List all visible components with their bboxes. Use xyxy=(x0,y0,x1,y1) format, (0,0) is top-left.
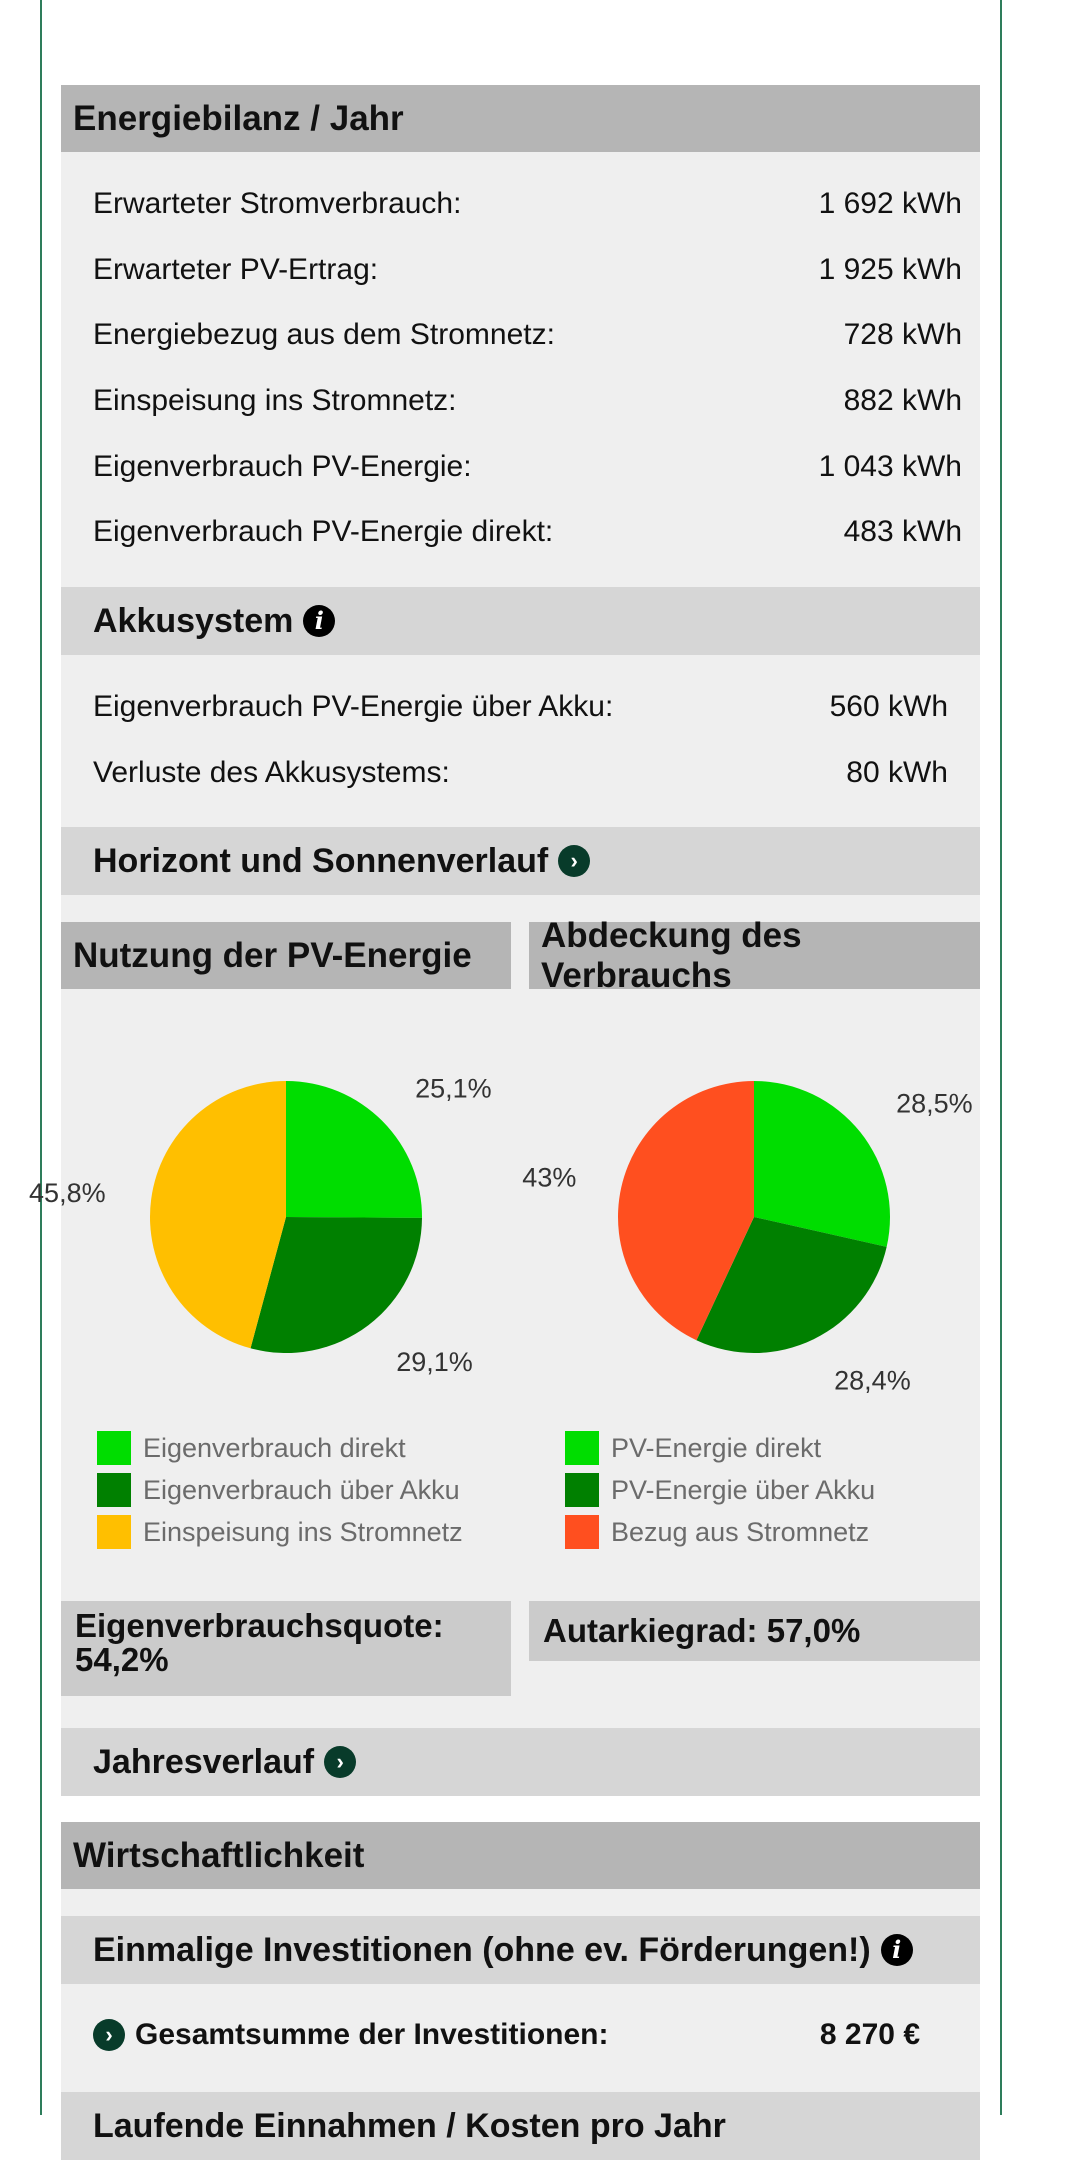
laufend-section-header[interactable] xyxy=(61,2092,980,2160)
legend-swatch xyxy=(565,1515,599,1549)
abdeckung-title: Abdeckung des Verbrauchs xyxy=(541,915,802,995)
legend-swatch xyxy=(97,1431,131,1465)
invest-title: Einmalige Investitionen (ohne ev. Förderungen!) xyxy=(93,1930,871,1969)
legend-label: Bezug aus Stromnetz xyxy=(611,1516,870,1547)
akku-row-value: 560 kWh xyxy=(829,690,948,723)
pie-slice-label: 25,1% xyxy=(415,1073,492,1104)
legend-swatch xyxy=(97,1515,131,1549)
horizont-section-header[interactable] xyxy=(61,827,980,895)
nutzung-title: Nutzung der PV-Energie xyxy=(73,935,472,975)
nutzung-pie-chart xyxy=(29,1040,511,1400)
legend-label: Eigenverbrauch direkt xyxy=(143,1432,406,1463)
energy-row xyxy=(93,315,962,355)
energy-row-value: 1 043 kWh xyxy=(818,450,962,483)
chevron-right-icon[interactable]: › xyxy=(558,845,590,877)
chevron-right-icon[interactable]: › xyxy=(93,2019,125,2051)
energy-row-label: Einspeisung ins Stromnetz: xyxy=(93,384,457,417)
nutzung-header xyxy=(61,922,511,989)
akku-row xyxy=(93,687,948,727)
jahresverlauf-title: Jahresverlauf xyxy=(93,1742,315,1781)
abdeckung-pie-chart xyxy=(522,1040,980,1400)
energy-row xyxy=(93,512,962,552)
horizont-title: Horizont und Sonnenverlauf xyxy=(93,841,549,880)
invest-section-header[interactable] xyxy=(61,1916,980,1984)
abdeckung-header xyxy=(529,915,980,995)
energy-row-label: Erwarteter PV-Ertrag: xyxy=(93,253,379,286)
legend-item xyxy=(565,1473,875,1507)
legend-swatch xyxy=(565,1473,599,1507)
legend-item xyxy=(97,1515,463,1549)
energy-row-label: Erwarteter Stromverbrauch: xyxy=(93,187,462,220)
invest-total-label: Gesamtsumme der Investitionen: xyxy=(135,2018,609,2051)
invest-total-value: 8 270 € xyxy=(819,2018,920,2051)
pie-slice xyxy=(286,1081,422,1218)
pie-slice-label: 28,4% xyxy=(834,1365,911,1396)
akku-title: Akkusystem xyxy=(93,601,294,640)
chevron-right-icon[interactable]: › xyxy=(324,1746,356,1778)
legend-swatch xyxy=(97,1473,131,1507)
wirtschaft-title: Wirtschaftlichkeit xyxy=(73,1835,365,1875)
legend-label: PV-Energie direkt xyxy=(611,1432,822,1463)
energy-row xyxy=(93,447,962,487)
energy-row xyxy=(93,381,962,421)
akku-row-label: Verluste des Akkusystems: xyxy=(93,756,450,789)
wirtschaft-section-header xyxy=(61,1822,980,1889)
legend-item xyxy=(565,1515,869,1549)
info-icon[interactable]: i xyxy=(303,605,335,637)
energy-section-header xyxy=(61,85,980,152)
energy-row xyxy=(93,184,962,224)
energy-panel xyxy=(61,152,980,587)
akku-row xyxy=(93,753,948,793)
autarkiegrad: Autarkiegrad: 57,0% xyxy=(529,1601,980,1661)
pie-slice-label: 45,8% xyxy=(29,1178,106,1209)
laufend-title: Laufende Einnahmen / Kosten pro Jahr xyxy=(93,2106,726,2145)
legend-item xyxy=(97,1473,460,1507)
pie-slice-label: 29,1% xyxy=(396,1346,473,1377)
energy-row-value: 882 kWh xyxy=(843,384,962,417)
pie-slice-label: 28,5% xyxy=(896,1088,973,1119)
energy-row-label: Eigenverbrauch PV-Energie: xyxy=(93,450,472,483)
energy-row-value: 483 kWh xyxy=(843,515,962,548)
energy-row-value: 728 kWh xyxy=(843,318,962,351)
legend-label: Eigenverbrauch über Akku xyxy=(143,1474,460,1505)
legend-swatch xyxy=(565,1431,599,1465)
pie-slice-label: 43% xyxy=(522,1162,577,1193)
akku-row-label: Eigenverbrauch PV-Energie über Akku: xyxy=(93,690,614,723)
energy-row-label: Energiebezug aus dem Stromnetz: xyxy=(93,318,555,351)
invest-total-row[interactable] xyxy=(61,2012,980,2058)
akku-section-header[interactable] xyxy=(61,587,980,655)
energy-row-value: 1 925 kWh xyxy=(818,253,962,286)
legend-label: PV-Energie über Akku xyxy=(611,1474,876,1505)
akku-row-value: 80 kWh xyxy=(846,756,948,789)
eigenverbrauchsquote: Eigenverbrauchsquote: 54,2% xyxy=(61,1601,511,1696)
energy-row-value: 1 692 kWh xyxy=(818,187,962,220)
info-icon[interactable]: i xyxy=(881,1934,913,1966)
energy-title: Energiebilanz / Jahr xyxy=(73,98,404,138)
energy-row xyxy=(93,250,962,290)
legend-item xyxy=(97,1431,406,1465)
legend-label: Einspeisung ins Stromnetz xyxy=(143,1516,463,1547)
energy-row-label: Eigenverbrauch PV-Energie direkt: xyxy=(93,515,554,548)
akku-panel xyxy=(61,655,980,827)
legend-item xyxy=(565,1431,821,1465)
jahresverlauf-section-header[interactable] xyxy=(61,1728,980,1796)
